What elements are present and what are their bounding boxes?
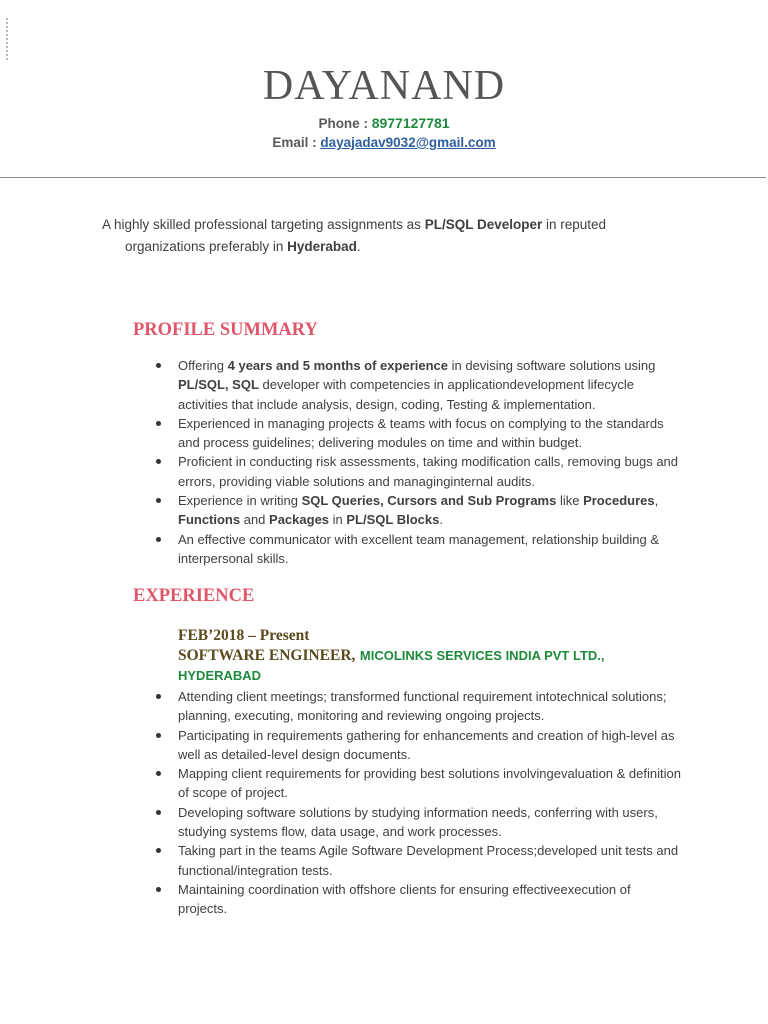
header-divider: [0, 177, 766, 178]
item-emphasis: Packages: [269, 512, 330, 528]
item-emphasis: 4 years and 5 months of experience: [227, 358, 448, 373]
list-item: [178, 414, 683, 453]
phone-row: [0, 115, 768, 131]
career-objective: [102, 214, 662, 258]
job-heading: [178, 646, 658, 686]
experience-list: [178, 687, 683, 919]
item-text: Proficient in conducting risk assessments, taking modification calls, removing bugs and errors, providing viable solutions and managinginternal audits.: [178, 454, 679, 489]
profile-summary-list: [178, 356, 683, 568]
item-emphasis: PL/SQL, SQL: [178, 377, 259, 393]
margin-marker: [6, 18, 10, 60]
item-text: in devising software solutions using: [448, 358, 656, 373]
objective-line-2: [102, 236, 662, 258]
item-text: like: [556, 493, 584, 509]
list-item: Taking part in the teams Agile Software Development Process;developed unit tests and functional/integration tests.: [178, 841, 683, 880]
list-item: Participating in requirements gathering for enhancements and creation of high-level as well as detailed-level design documents.: [178, 726, 683, 765]
item-text: Offering: [178, 358, 228, 373]
email-link[interactable]: dayajadav9032@gmail.com: [320, 135, 496, 150]
list-item: Mapping client requirements for providing best solutions involvingevaluation & definition of scope of project.: [178, 764, 683, 803]
company-name: MICOLINKS SERVICES INDIA PVT LTD., HYDERABAD: [178, 648, 605, 683]
experience-heading: EXPERIENCE: [133, 586, 255, 606]
list-item: [178, 491, 683, 530]
objective-text: organizations preferably in: [125, 239, 288, 254]
item-emphasis: SQL Queries, Cursors and Sub Programs: [301, 493, 557, 509]
item-emphasis: Procedures: [583, 493, 655, 509]
list-item: [178, 356, 683, 414]
objective-text: A highly skilled professional targeting assignments as: [102, 217, 425, 232]
job-title: SOFTWARE ENGINEER,: [178, 647, 356, 664]
list-item: Developing software solutions by studying information needs, conferring with users, studying systems flow, data usage, and work processes.: [178, 803, 683, 842]
item-text: in: [329, 512, 347, 528]
item-text: developer with competencies in applicationdevelopment lifecycle activities that include analysis, design, coding, Testing & implementation.: [178, 377, 634, 412]
phone-label: Phone :: [318, 116, 372, 131]
item-text: .: [439, 512, 443, 528]
objective-text: .: [356, 239, 361, 254]
objective-role: PL/SQL Developer: [424, 217, 543, 232]
item-text: Experienced in managing projects & teams with focus on complying to the standards and process guidelines; delivering modules on time and within budget.: [178, 415, 664, 451]
email-row: [0, 135, 768, 150]
item-text: ,: [654, 493, 659, 509]
objective-location: Hyderabad: [287, 239, 357, 254]
profile-summary-heading: PROFILE SUMMARY: [133, 320, 318, 340]
item-text: and: [240, 512, 270, 528]
item-text: An effective communicator with excellent team management, relationship building & interpersonal skills.: [178, 531, 660, 566]
objective-text: in reputed: [542, 217, 607, 232]
item-text: Experience in writing: [178, 493, 302, 509]
item-emphasis: PL/SQL Blocks: [346, 512, 440, 528]
candidate-name: DAYANAND: [262, 63, 506, 109]
list-item: [178, 530, 683, 569]
list-item: Maintaining coordination with offshore clients for ensuring effectiveexecution of projects.: [178, 880, 683, 919]
list-item: Attending client meetings; transformed functional requirement intotechnical solutions; planning, executing, monitoring and reviewing ongoing projects.: [178, 687, 683, 726]
job-dates: FEB’2018 – Present: [178, 627, 310, 644]
list-item: [178, 452, 683, 491]
email-label: Email :: [272, 135, 321, 150]
phone-value: 8977127781: [371, 115, 450, 131]
item-emphasis: Functions: [178, 512, 241, 528]
